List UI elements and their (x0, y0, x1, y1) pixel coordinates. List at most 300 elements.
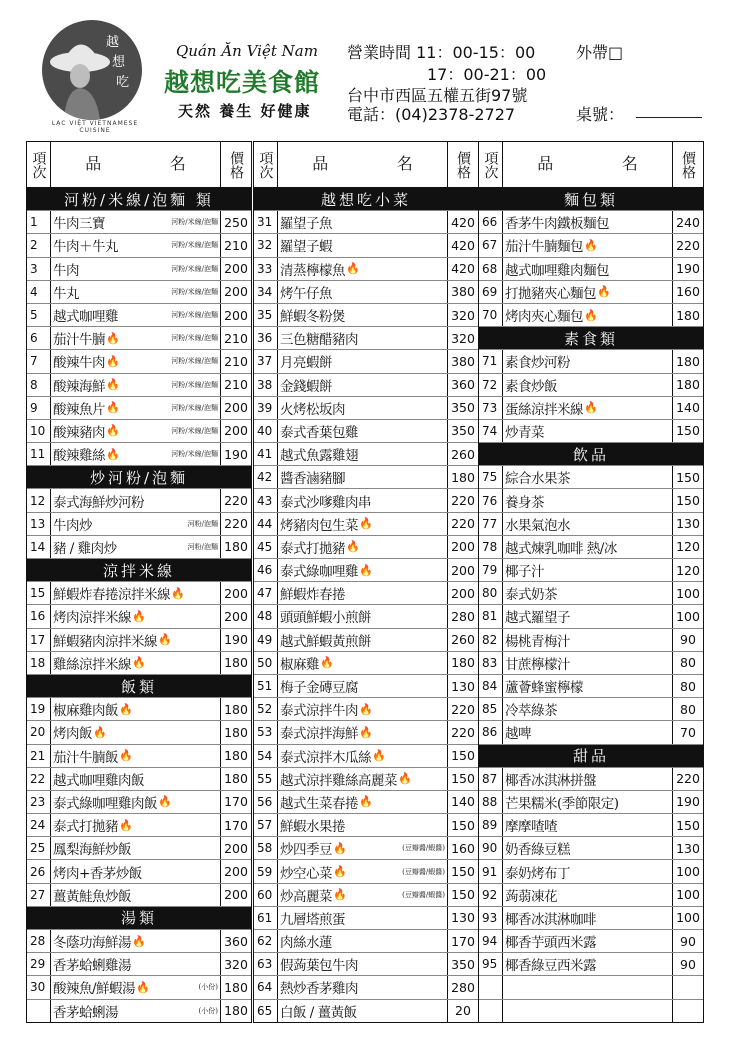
item-name (503, 629, 673, 651)
item-name (503, 350, 673, 372)
item-price: 380 (451, 353, 475, 369)
menu-item-row[interactable] (27, 745, 251, 768)
menu-item-row[interactable] (479, 350, 703, 373)
item-name-text: 炒空心菜 (280, 865, 332, 882)
item-name-text: 泰式打拋豬 (280, 540, 345, 557)
menu-item-row[interactable] (479, 907, 703, 930)
item-name (278, 559, 448, 581)
menu-item-row[interactable] (254, 698, 478, 721)
spicy-icon: 🔥 (106, 424, 120, 438)
item-price: 220 (224, 516, 248, 532)
item-name (51, 629, 221, 651)
menu-item-row[interactable] (254, 930, 478, 953)
menu-item-row[interactable] (27, 837, 251, 860)
menu-item-row[interactable] (479, 1000, 703, 1022)
menu-item-row[interactable] (254, 234, 478, 257)
menu-item-row[interactable] (254, 953, 478, 976)
item-price: 180 (224, 771, 248, 787)
spicy-icon: 🔥 (372, 749, 386, 763)
menu-item-row[interactable] (254, 745, 478, 768)
item-price: 220 (451, 724, 475, 740)
item-name-text: 熱炒香茅雞肉 (280, 981, 358, 998)
menu-column-1 (26, 141, 252, 1023)
item-number: 9 (27, 397, 51, 419)
item-name-text: 越啤 (505, 726, 531, 743)
item-name-text: 越式魚露雞翅 (280, 448, 358, 465)
item-number: 94 (479, 930, 503, 952)
header-no (27, 142, 51, 187)
menu-item-row[interactable] (27, 698, 251, 721)
item-number: 77 (479, 513, 503, 535)
item-price: 200 (224, 585, 248, 601)
menu-item-row[interactable] (479, 281, 703, 304)
item-number: 36 (254, 327, 278, 349)
menu-item-row[interactable] (254, 814, 478, 837)
item-name (503, 652, 673, 674)
menu-item-row[interactable] (254, 768, 478, 791)
menu-item-row[interactable] (27, 976, 251, 999)
menu-item-row[interactable] (27, 884, 251, 907)
item-name (51, 652, 221, 674)
item-number: 48 (254, 605, 278, 627)
menu-item-row[interactable] (254, 211, 478, 234)
header-name-2: 名 (396, 154, 413, 174)
item-price (673, 976, 703, 998)
menu-item-row[interactable] (254, 884, 478, 907)
menu-item-row[interactable] (254, 675, 478, 698)
item-price: 190 (676, 794, 700, 810)
phone: 電話：(04)2378-2727 (347, 105, 516, 124)
menu-item-row[interactable] (254, 629, 478, 652)
item-price: 350 (451, 956, 475, 972)
item-number: 65 (254, 1000, 278, 1022)
item-price: 180 (451, 655, 475, 671)
item-number: 37 (254, 350, 278, 372)
item-name-text: 越式生菜春捲 (280, 795, 358, 812)
item-number: 7 (27, 350, 51, 372)
item-number: 79 (479, 559, 503, 581)
item-price: 150 (676, 493, 700, 509)
menu-item-row[interactable] (27, 374, 251, 397)
menu-item-row[interactable] (254, 420, 478, 443)
menu-item-row[interactable] (479, 489, 703, 512)
menu-item-row[interactable] (254, 582, 478, 605)
header-no-text: 項次 (30, 150, 47, 179)
item-price: 200 (224, 423, 248, 439)
item-price: 150 (451, 817, 475, 833)
item-number: 41 (254, 443, 278, 465)
menu-item-row[interactable] (254, 327, 478, 350)
menu-item-row[interactable] (27, 953, 251, 976)
menu-item-row[interactable] (479, 374, 703, 397)
menu-item-row[interactable] (27, 860, 251, 883)
menu-item-row[interactable] (27, 211, 251, 234)
item-options: 河粉/米線/泡麵 (171, 218, 218, 227)
hours-line-1: 營業時間 11：00-15：00 (347, 43, 536, 62)
item-name (51, 884, 221, 906)
menu-item-row[interactable] (479, 258, 703, 281)
menu-item-row[interactable] (27, 536, 251, 559)
menu-item-row[interactable] (27, 629, 251, 652)
item-number: 45 (254, 536, 278, 558)
item-price: 190 (224, 632, 248, 648)
item-name (278, 860, 448, 882)
item-name (278, 953, 448, 975)
spicy-icon: 🔥 (171, 586, 185, 600)
menu-item-row[interactable] (27, 443, 251, 466)
menu-item-row[interactable] (479, 605, 703, 628)
menu-item-row[interactable] (27, 397, 251, 420)
menu-item-row[interactable] (479, 234, 703, 257)
item-name-text: 酸辣雞絲 (53, 448, 105, 465)
item-name (278, 907, 448, 929)
spicy-icon: 🔥 (359, 702, 373, 716)
header-price (221, 142, 251, 187)
item-options: 河粉/米線/泡麵 (171, 241, 218, 250)
item-number: 69 (479, 281, 503, 303)
item-name-text: 越式羅望子 (505, 610, 570, 627)
menu-item-row[interactable] (254, 837, 478, 860)
item-price: 180 (224, 655, 248, 671)
menu-item-row[interactable] (27, 814, 251, 837)
header-no (479, 142, 503, 187)
section-header: 越想吃小菜 (254, 188, 478, 211)
item-name-text: 牛丸 (53, 285, 79, 302)
item-price: 130 (676, 516, 700, 532)
item-price: 20 (455, 1003, 471, 1019)
menu-item-row[interactable] (27, 791, 251, 814)
item-number: 39 (254, 397, 278, 419)
item-price: 150 (451, 748, 475, 764)
brand-chinese: 越想吃美食館 (164, 68, 321, 97)
menu-item-row[interactable] (479, 698, 703, 721)
item-name-text: 炒四季豆 (280, 842, 332, 859)
menu-item-row[interactable] (27, 489, 251, 512)
item-name-text: 蒟蒻凍花 (505, 888, 557, 905)
item-name (278, 350, 448, 372)
menu-item-row[interactable] (254, 466, 478, 489)
menu-item-row[interactable] (27, 281, 251, 304)
spicy-icon: 🔥 (119, 749, 133, 763)
menu-item-row[interactable] (27, 1000, 251, 1022)
item-number: 58 (254, 837, 278, 859)
item-number: 90 (479, 837, 503, 859)
menu-item-row[interactable] (27, 930, 251, 953)
item-name (51, 860, 221, 882)
menu-item-row[interactable] (254, 397, 478, 420)
item-number: 19 (27, 698, 51, 720)
item-name (278, 513, 448, 535)
item-number: 85 (479, 698, 503, 720)
item-name (503, 281, 673, 303)
item-name-text: 酸辣海鮮 (53, 378, 105, 395)
menu-item-row[interactable] (479, 536, 703, 559)
item-price: 150 (676, 817, 700, 833)
menu-item-row[interactable] (479, 976, 703, 999)
item-name-text: 摩摩喳喳 (505, 819, 557, 836)
menu-item-row[interactable] (254, 536, 478, 559)
item-name (503, 698, 673, 720)
menu-item-row[interactable] (254, 652, 478, 675)
item-number: 6 (27, 327, 51, 349)
brand-vietnamese: Quán Ăn Việt Nam (176, 42, 318, 60)
item-number: 8 (27, 374, 51, 396)
item-name (503, 374, 673, 396)
item-name (278, 791, 448, 813)
table-number-label: 桌號： (576, 105, 625, 124)
item-name (278, 930, 448, 952)
item-name-text: 假蒟葉包牛肉 (280, 958, 358, 975)
item-name (51, 814, 221, 836)
menu-item-row[interactable] (479, 211, 703, 234)
table-header-row (254, 142, 478, 188)
item-name (278, 466, 448, 488)
item-price: 160 (451, 840, 475, 856)
menu-item-row[interactable] (479, 930, 703, 953)
item-number: 17 (27, 629, 51, 651)
item-name (503, 768, 673, 790)
item-name (278, 698, 448, 720)
item-number: 35 (254, 304, 278, 326)
item-number: 70 (479, 304, 503, 326)
item-options: 河粉/泡麵 (187, 542, 218, 551)
item-name (503, 397, 673, 419)
takeout-checkbox[interactable]: 外帶□ (576, 43, 624, 62)
item-number: 42 (254, 466, 278, 488)
spicy-icon: 🔥 (398, 772, 412, 786)
item-price: 100 (676, 585, 700, 601)
item-name-text: 楊桃青梅汁 (505, 633, 570, 650)
item-name-text: 酸辣豬肉 (53, 424, 105, 441)
menu-item-row[interactable] (254, 860, 478, 883)
menu-item-row[interactable] (254, 559, 478, 582)
menu-item-row[interactable] (27, 721, 251, 744)
item-name-text: 泰式香葉包雞 (280, 424, 358, 441)
item-name-text: 鮮蝦冬粉煲 (280, 309, 345, 326)
item-name (51, 837, 221, 859)
item-price: 260 (451, 446, 475, 462)
menu-item-row[interactable] (254, 374, 478, 397)
item-number: 15 (27, 582, 51, 604)
menu-item-row[interactable] (479, 675, 703, 698)
item-price: 90 (680, 956, 696, 972)
item-number: 64 (254, 976, 278, 998)
item-price: 170 (451, 933, 475, 949)
menu-item-row[interactable] (479, 953, 703, 976)
item-price: 180 (224, 724, 248, 740)
item-price: 80 (680, 701, 696, 717)
item-price: 220 (451, 516, 475, 532)
item-name-text: 白飯 / 薑黃飯 (280, 1004, 357, 1021)
menu-item-row[interactable] (479, 884, 703, 907)
item-name (278, 327, 448, 349)
item-name-text: 泰奶烤布丁 (505, 865, 570, 882)
item-name (278, 814, 448, 836)
item-name (278, 420, 448, 442)
menu-item-row[interactable] (479, 837, 703, 860)
menu-item-row[interactable] (479, 768, 703, 791)
menu-item-row[interactable] (27, 605, 251, 628)
item-name-text: 打拋豬夾心麵包 (505, 285, 596, 302)
item-price: 190 (224, 446, 248, 462)
header-price (448, 142, 478, 187)
menu-item-row[interactable] (254, 281, 478, 304)
item-number: 80 (479, 582, 503, 604)
item-name-text: 泰式海鮮炒河粉 (53, 494, 144, 511)
menu-item-row[interactable] (27, 652, 251, 675)
item-name-text: 泰式綠咖哩雞 (280, 564, 358, 581)
item-name-text: 泰式涼拌牛肉 (280, 703, 358, 720)
menu-item-row[interactable] (254, 443, 478, 466)
spicy-icon: 🔥 (359, 795, 373, 809)
item-price: 210 (224, 330, 248, 346)
item-price: 200 (224, 608, 248, 624)
table-number-field[interactable] (636, 117, 702, 118)
item-name-text: 椰香芋頭西米露 (505, 935, 596, 952)
item-price: 80 (680, 678, 696, 694)
item-name (51, 397, 221, 419)
spicy-icon: 🔥 (158, 633, 172, 647)
item-name-text: 奶香綠豆糕 (505, 842, 570, 859)
item-number: 56 (254, 791, 278, 813)
menu-item-row[interactable] (27, 304, 251, 327)
menu-item-row[interactable] (479, 791, 703, 814)
section-header: 飲品 (479, 443, 703, 466)
item-name-text: 羅望子魚 (280, 216, 332, 233)
menu-item-row[interactable] (254, 1000, 478, 1022)
item-number: 75 (479, 466, 503, 488)
item-number: 71 (479, 350, 503, 372)
menu-item-row[interactable] (479, 466, 703, 489)
menu-item-row[interactable] (479, 721, 703, 744)
item-name (278, 652, 448, 674)
item-price: 90 (680, 933, 696, 949)
menu-item-row[interactable] (254, 350, 478, 373)
header-price-text: 價格 (455, 150, 472, 179)
item-number: 61 (254, 907, 278, 929)
menu-item-row[interactable] (254, 258, 478, 281)
item-name (278, 211, 448, 233)
item-number: 59 (254, 860, 278, 882)
spicy-icon: 🔥 (119, 818, 133, 832)
logo-char-1: 越 (106, 35, 120, 50)
item-price: 170 (224, 817, 248, 833)
item-name-text: 蛋絲涼拌米線 (505, 401, 583, 418)
item-name-text: 素食炒飯 (505, 378, 557, 395)
menu-item-row[interactable] (479, 582, 703, 605)
item-price: 180 (224, 539, 248, 555)
menu-item-row[interactable] (254, 605, 478, 628)
item-price: 180 (676, 353, 700, 369)
menu-item-row[interactable] (27, 768, 251, 791)
menu-item-row[interactable] (254, 304, 478, 327)
item-number: 10 (27, 420, 51, 442)
item-name (278, 374, 448, 396)
menu-item-row[interactable] (254, 907, 478, 930)
spicy-icon: 🔥 (333, 841, 347, 855)
item-price: 200 (224, 307, 248, 323)
item-name-text: 泰式涼拌木瓜絲 (280, 749, 371, 766)
item-name (51, 489, 221, 511)
item-price: 150 (451, 887, 475, 903)
menu-item-row[interactable] (27, 234, 251, 257)
item-price: 360 (451, 377, 475, 393)
item-name (503, 420, 673, 442)
item-number (479, 1000, 503, 1022)
menu-item-row[interactable] (254, 721, 478, 744)
item-name (51, 374, 221, 396)
item-name (51, 605, 221, 627)
item-name (278, 582, 448, 604)
item-name-text: 水果氣泡水 (505, 517, 570, 534)
item-number: 67 (479, 234, 503, 256)
item-name-text: 烤肉飯 (53, 726, 92, 743)
header-name-1: 品 (85, 154, 102, 174)
menu-item-row[interactable] (479, 629, 703, 652)
item-number: 66 (479, 211, 503, 233)
item-price: 360 (224, 933, 248, 949)
menu-item-row[interactable] (479, 860, 703, 883)
header-price (673, 142, 703, 187)
section-header: 素食類 (479, 327, 703, 350)
item-price: 170 (224, 794, 248, 810)
header-name-1: 品 (537, 154, 554, 174)
menu-item-row[interactable] (479, 420, 703, 443)
menu-item-row[interactable] (254, 976, 478, 999)
item-name-text: 牛肉炒 (53, 517, 92, 534)
menu-item-row[interactable] (254, 791, 478, 814)
item-name (503, 953, 673, 975)
item-price: 180 (676, 307, 700, 323)
item-price: 210 (224, 237, 248, 253)
menu-item-row[interactable] (27, 350, 251, 373)
item-name (51, 327, 221, 349)
item-number: 86 (479, 721, 503, 743)
menu-item-row[interactable] (27, 513, 251, 536)
item-number (27, 1000, 51, 1022)
item-name (278, 489, 448, 511)
item-name (278, 605, 448, 627)
item-number: 38 (254, 374, 278, 396)
menu-item-row[interactable] (27, 420, 251, 443)
item-name-text: 酸辣牛肉 (53, 355, 105, 372)
menu-item-row[interactable] (27, 258, 251, 281)
item-number: 95 (479, 953, 503, 975)
item-options: (小份) (198, 983, 218, 992)
menu-item-row[interactable] (27, 327, 251, 350)
menu-item-row[interactable] (27, 582, 251, 605)
item-name (51, 443, 221, 465)
menu-item-row[interactable] (479, 652, 703, 675)
item-name (278, 1000, 448, 1022)
menu-item-row[interactable] (479, 304, 703, 327)
menu-item-row[interactable] (479, 513, 703, 536)
item-number: 21 (27, 745, 51, 767)
item-name-text: 烤肉夾心麵包 (505, 309, 583, 326)
item-name (503, 258, 673, 280)
address: 台中市西區五權五街97號 (347, 86, 528, 105)
menu-item-row[interactable] (479, 814, 703, 837)
menu-item-row[interactable] (479, 559, 703, 582)
item-price: 380 (451, 284, 475, 300)
menu-item-row[interactable] (254, 513, 478, 536)
item-name (51, 513, 221, 535)
item-name (503, 234, 673, 256)
item-name-text: 月亮蝦餅 (280, 355, 332, 372)
menu-item-row[interactable] (479, 397, 703, 420)
menu-item-row[interactable] (254, 489, 478, 512)
item-name-text: 醬香滷豬腳 (280, 471, 345, 488)
